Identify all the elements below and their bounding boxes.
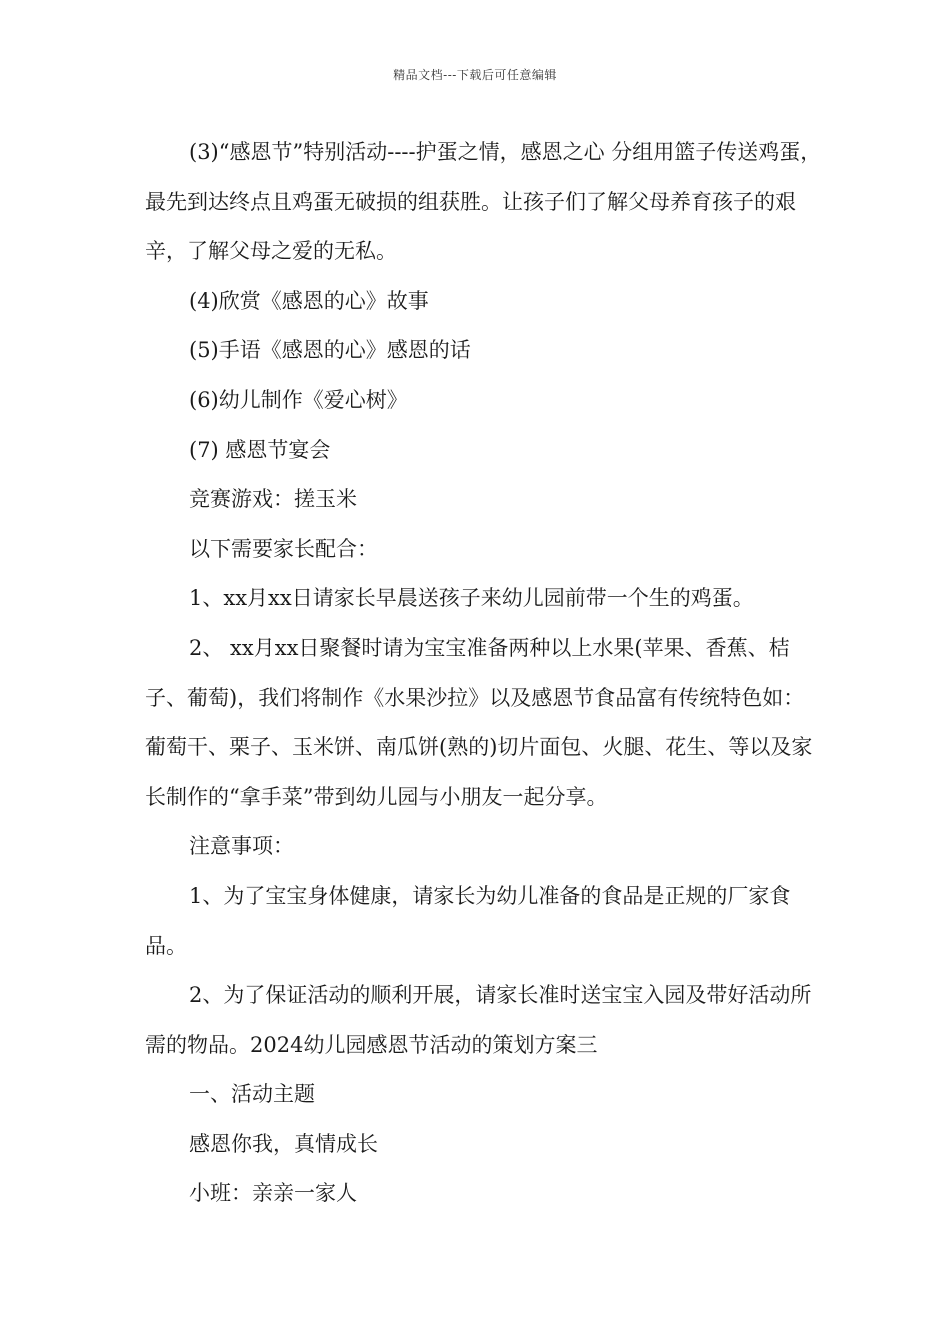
paragraph-theme: 感恩你我，真情成长 xyxy=(189,1131,378,1156)
paragraph-notes-heading: 注意事项： xyxy=(189,834,294,859)
paragraph-small-class: 小班：亲亲一家人 xyxy=(189,1181,357,1206)
paragraph-note-2: 2、为了保证活动的顺利开展，请家长准时送宝宝入园及带好活动所需的物品。2024幼儿园感恩节活动的策划方案三 xyxy=(145,983,812,1057)
paragraph-item-1: 1、xx月xx日请家长早晨送孩子来幼儿园前带一个生的鸡蛋。 xyxy=(189,586,754,611)
paragraph-note-1: 1、为了宝宝身体健康，请家长为幼儿准备的食品是正规的厂家食品。 xyxy=(145,883,791,958)
paragraph-activity-6: (6)幼儿制作《爱心树》 xyxy=(189,387,408,412)
page-header: 精品文档---下载后可任意编辑 xyxy=(393,68,557,82)
paragraph-activity-7: (7) 感恩节宴会 xyxy=(189,437,331,462)
paragraph-section-heading: 一、活动主题 xyxy=(189,1082,315,1107)
paragraph-item-2: 2、 xx月xx日聚餐时请为宝宝准备两种以上水果(苹果、香蕉、桔子、葡萄)，我们将制作《水果沙拉》以及感恩节食品富有传统特色如：葡萄干、栗子、玉米饼、南瓜饼(熟的)切片面包、火腿、花生、等以及家长制作的“拿手菜”带到幼儿园与小朋友一起分享。 xyxy=(145,635,813,809)
paragraph-activity-3: (3)“感恩节”特别活动----护蛋之情，感恩之心 分组用篮子传送鸡蛋，最先到达终点且鸡蛋无破损的组获胜。让孩子们了解父母养育孩子的艰辛，了解父母之爱的无私。 xyxy=(145,140,822,264)
paragraph-parent-cooperation: 以下需要家长配合： xyxy=(189,536,378,561)
paragraph-activity-5: (5)手语《感恩的心》感恩的话 xyxy=(189,338,471,363)
document-body xyxy=(145,128,825,1219)
paragraph-game: 竞赛游戏：搓玉米 xyxy=(189,487,357,512)
paragraph-activity-4: (4)欣赏《感恩的心》故事 xyxy=(189,288,429,313)
